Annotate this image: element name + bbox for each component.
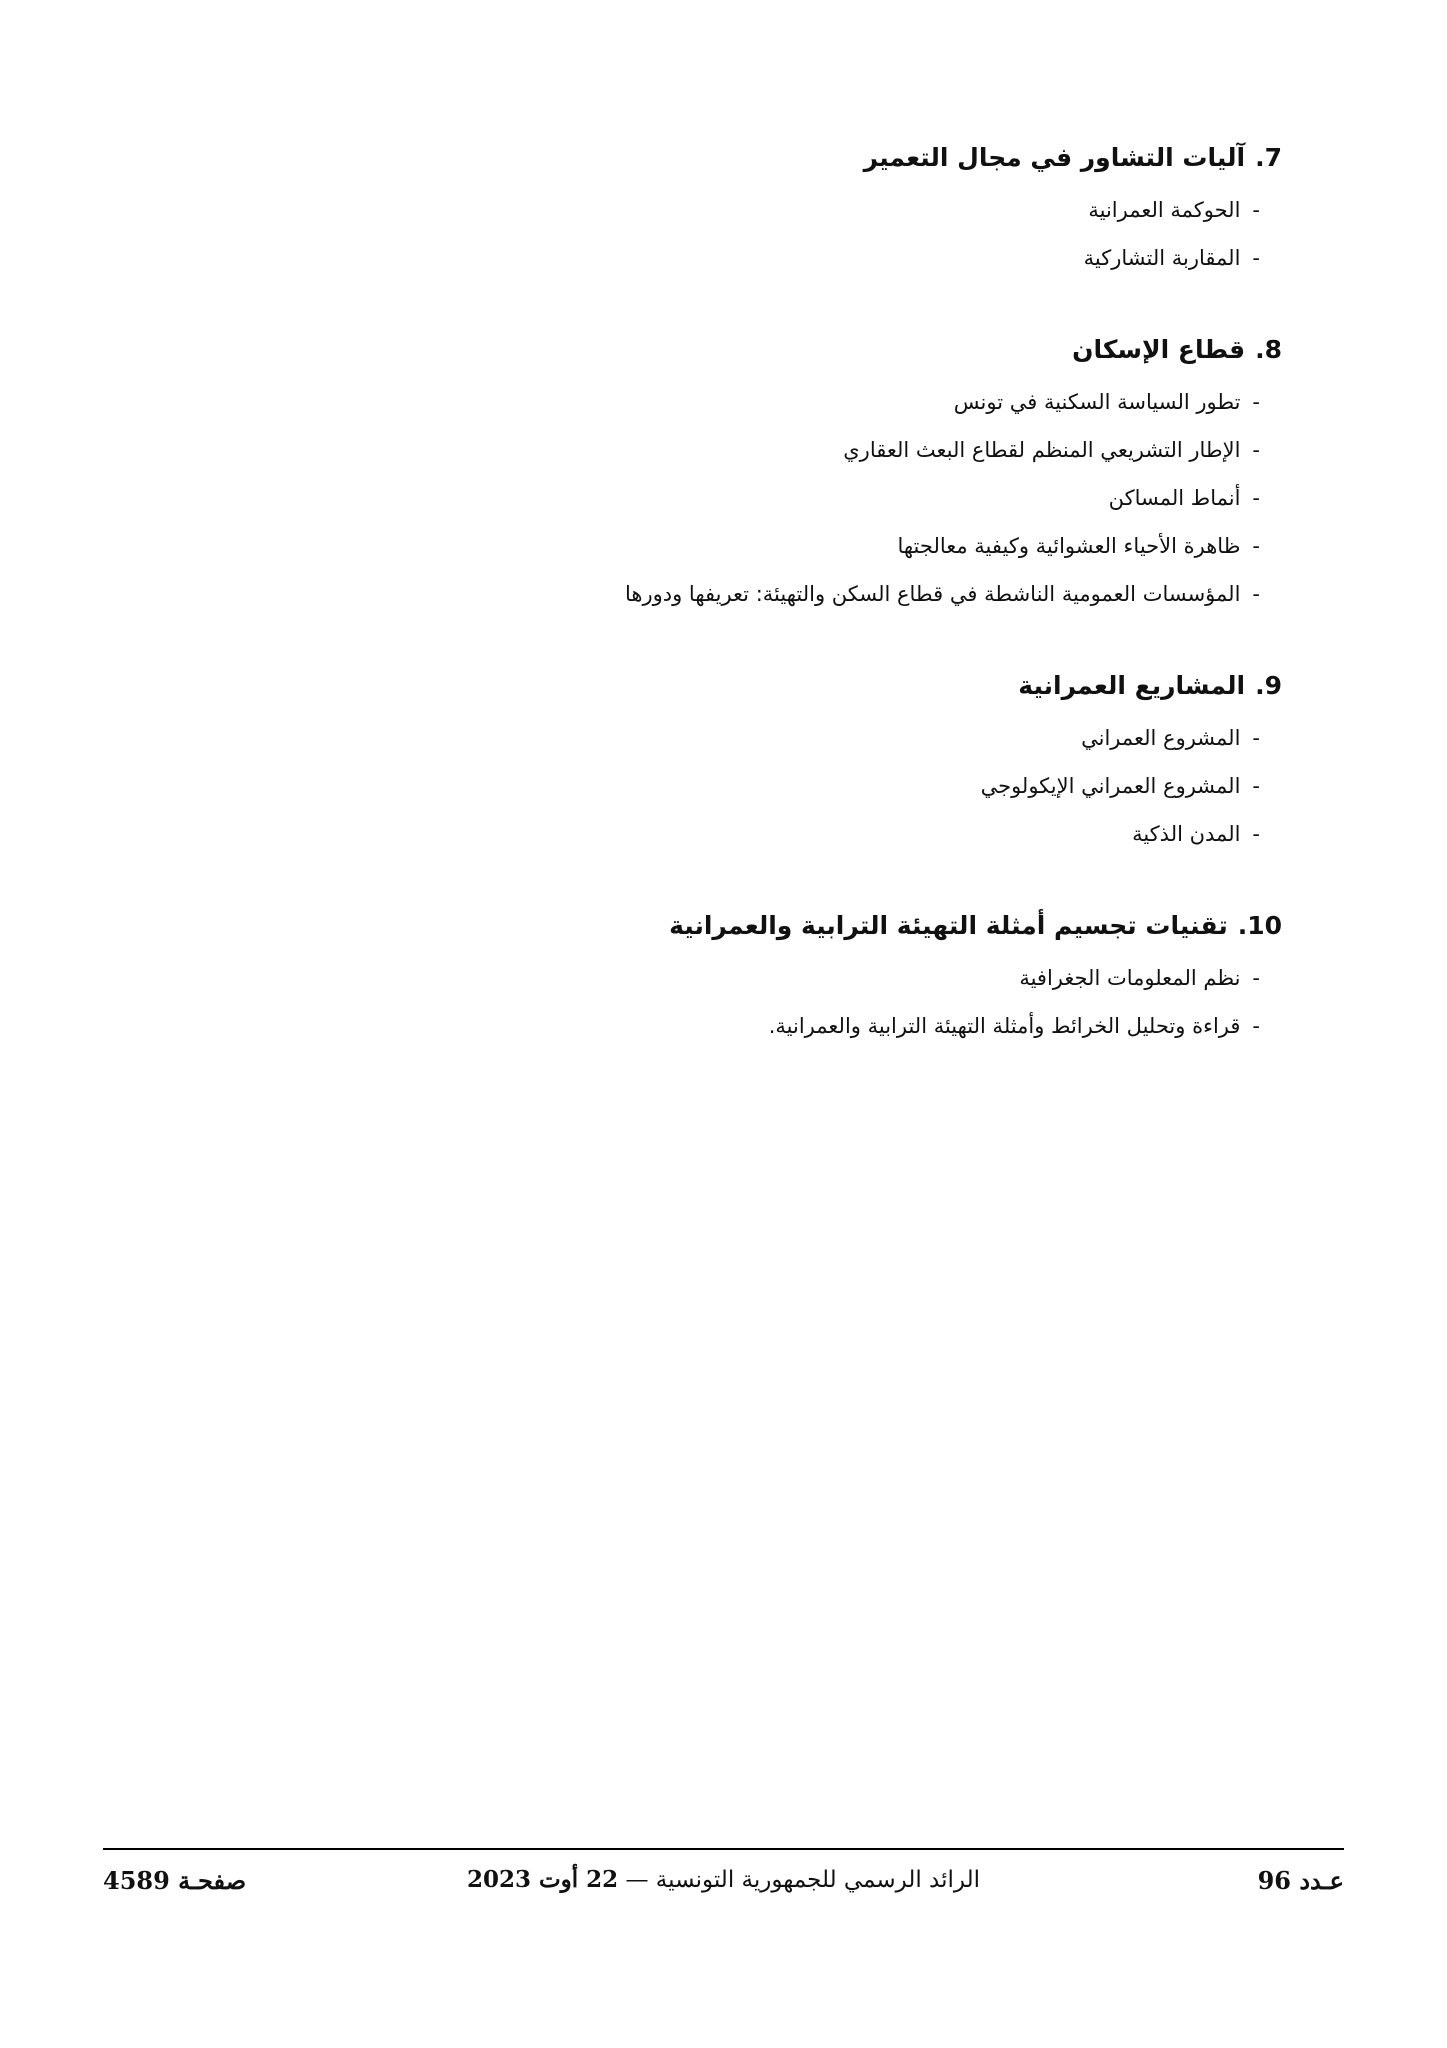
bullet-dash: - [1252,198,1260,222]
item-text: قراءة وتحليل الخرائط وأمثلة التهيئة الترابية والعمرانية. [768,1014,1241,1038]
list-item [132,714,1260,762]
item-text: المدن الذكية [1132,822,1241,846]
list-item [132,954,1260,1002]
bullet-dash: - [1252,822,1260,846]
section-items [132,714,1282,858]
bullet-dash: - [1252,582,1260,606]
section-heading [132,138,1282,178]
item-text: المشروع العمراني [1081,726,1241,750]
section-number: 7. [1255,143,1282,172]
bullet-dash: - [1252,726,1260,750]
issue-date: 22 أوت 2023 [466,1866,619,1893]
issue-label: عـدد [1299,1866,1344,1895]
section-items [132,186,1282,282]
section-9 [132,666,1282,858]
list-item [132,762,1260,810]
list-item [132,810,1260,858]
item-text: المقاربة التشاركية [1083,246,1241,270]
issue-value: 96 [1257,1866,1291,1895]
item-text: نظم المعلومات الجغرافية [1019,966,1241,990]
section-number: 9. [1255,671,1282,700]
bullet-dash: - [1252,486,1260,510]
bullet-dash: - [1252,438,1260,462]
section-items [132,378,1282,618]
bullet-dash: - [1252,390,1260,414]
list-item [132,234,1260,282]
section-title: المشاريع العمرانية [1018,671,1246,700]
bullet-dash: - [1252,966,1260,990]
list-item [132,378,1260,426]
journal-line [103,1866,1344,1893]
list-item [132,522,1260,570]
section-number: 10. [1237,911,1282,940]
item-text: المشروع العمراني الإيكولوجي [980,774,1241,798]
list-item [132,474,1260,522]
document-body [132,138,1282,1098]
list-item [132,1002,1260,1050]
item-text: الإطار التشريعي المنظم لقطاع البعث العقاري [843,438,1241,462]
journal-name: الرائد الرسمي للجمهورية التونسية [655,1867,981,1893]
list-item [132,570,1260,618]
page-footer [103,1848,1344,1900]
section-heading [132,906,1282,946]
item-text: المؤسسات العمومية الناشطة في قطاع السكن والتهيئة: تعريفها ودورها [625,582,1241,606]
item-text: تطور السياسة السكنية في تونس [953,390,1241,414]
list-item [132,186,1260,234]
section-items [132,954,1282,1050]
item-text: الحوكمة العمرانية [1088,198,1241,222]
page-number [103,1866,246,1895]
section-title: آليات التشاور في مجال التعمير [863,143,1246,172]
section-10 [132,906,1282,1050]
section-number: 8. [1255,335,1282,364]
list-item [132,426,1260,474]
section-8 [132,330,1282,618]
page-label: صفحـة [178,1866,247,1895]
section-heading [132,330,1282,370]
bullet-dash: - [1252,1014,1260,1038]
section-heading [132,666,1282,706]
bullet-dash: - [1252,534,1260,558]
section-title: تقنيات تجسيم أمثلة التهيئة الترابية والعمرانية [669,911,1228,940]
section-title: قطاع الإسكان [1072,335,1246,364]
item-text: ظاهرة الأحياء العشوائية وكيفية معالجتها [897,534,1241,558]
page-value: 4589 [103,1866,170,1895]
footer-separator: — [625,1867,649,1893]
bullet-dash: - [1252,774,1260,798]
item-text: أنماط المساكن [1108,486,1241,510]
section-7 [132,138,1282,282]
bullet-dash: - [1252,246,1260,270]
